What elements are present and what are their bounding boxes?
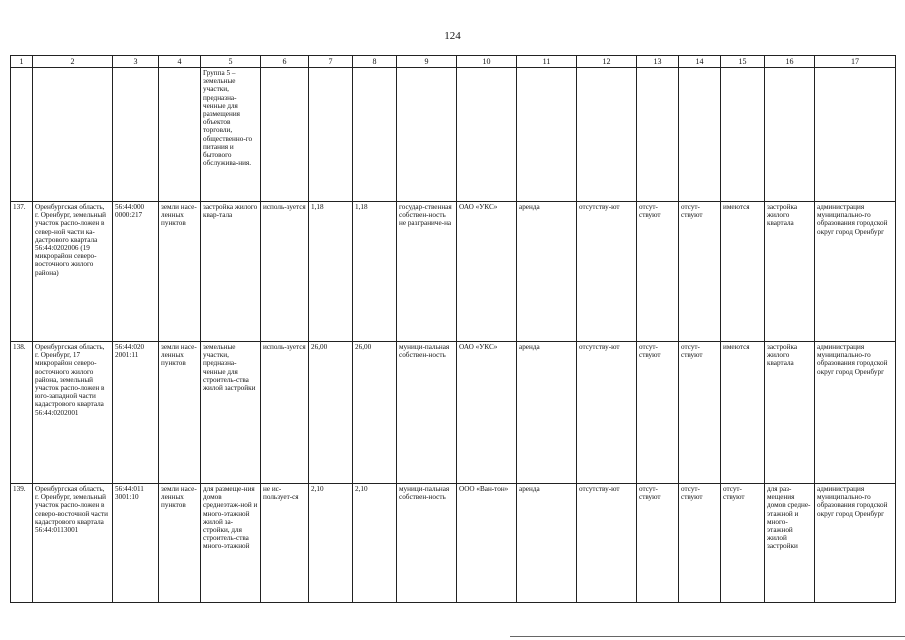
table-cell	[397, 68, 457, 202]
column-header: 11	[517, 56, 577, 68]
land-registry-table	[10, 55, 896, 603]
table-cell	[33, 68, 113, 202]
table-cell: 2,10	[309, 484, 353, 603]
table-cell: отсут-ствуют	[637, 484, 679, 603]
table-cell: ОАО «УКС»	[457, 342, 517, 484]
table-row	[11, 484, 896, 603]
column-header: 9	[397, 56, 457, 68]
table-cell: земли насе-ленных пунктов	[159, 202, 201, 342]
table-cell: имеются	[721, 342, 765, 484]
column-header: 4	[159, 56, 201, 68]
table-cell: отсут-ствуют	[679, 202, 721, 342]
table-cell: отсут-ствуют	[721, 484, 765, 603]
table-cell: аренда	[517, 202, 577, 342]
column-header: 6	[261, 56, 309, 68]
table-cell: не ис-пользует-ся	[261, 484, 309, 603]
table-cell	[577, 68, 637, 202]
table-cell: 26,00	[309, 342, 353, 484]
table-cell: отсутству-ют	[577, 484, 637, 603]
table-cell: для раз-мещения домов средне-этажной и много-этажной жилой застройки	[765, 484, 815, 603]
table-cell: исполь-зуется	[261, 202, 309, 342]
table-cell: 137.	[11, 202, 33, 342]
table-cell: 26,00	[353, 342, 397, 484]
table-cell: администрация муниципально-го образования городской округ город Оренбург	[815, 342, 896, 484]
table-cell: муници-пальная собствен-ность	[397, 342, 457, 484]
table-header-row	[11, 56, 896, 68]
table-cell: земли насе-ленных пунктов	[159, 342, 201, 484]
table-cell: застройка жилого квар-тала	[201, 202, 261, 342]
table-cell: 2,10	[353, 484, 397, 603]
table-cell: исполь-зуется	[261, 342, 309, 484]
table-cell	[765, 68, 815, 202]
table-cell	[113, 68, 159, 202]
table-cell: отсут-ствуют	[637, 202, 679, 342]
table-cell	[159, 68, 201, 202]
column-header: 1	[11, 56, 33, 68]
column-header: 2	[33, 56, 113, 68]
table-cell: застройка жилого квартала	[765, 202, 815, 342]
table-cell: Оренбургская область, г. Оренбург, земельный участок распо-ложен в северо-восточной части кадастрового квартала 56:44:0113001	[33, 484, 113, 603]
column-header: 16	[765, 56, 815, 68]
table-cell	[353, 68, 397, 202]
column-header: 13	[637, 56, 679, 68]
page-number: 124	[444, 30, 461, 42]
table-cell: Оренбургская область, г. Оренбург, 17 микрорайон северо-восточного жилого района, земельный участок распо-ложен в юго-западной части кадастрового квартала 56:44:0202001	[33, 342, 113, 484]
table-cell: ООО «Ван-тон»	[457, 484, 517, 603]
column-header: 3	[113, 56, 159, 68]
table-cell: 56:44:020 2001:11	[113, 342, 159, 484]
table-cell	[11, 68, 33, 202]
table-cell: отсут-ствуют	[679, 484, 721, 603]
table-cell: ОАО «УКС»	[457, 202, 517, 342]
table-cell	[637, 68, 679, 202]
table-cell: 139.	[11, 484, 33, 603]
column-header: 15	[721, 56, 765, 68]
footer-rule	[510, 636, 905, 637]
column-header: 17	[815, 56, 896, 68]
column-header: 8	[353, 56, 397, 68]
table-cell	[261, 68, 309, 202]
table-row	[11, 68, 896, 202]
table-cell: земли насе-ленных пунктов	[159, 484, 201, 603]
table-row	[11, 342, 896, 484]
table-cell: застройка жилого квартала	[765, 342, 815, 484]
table-cell: аренда	[517, 484, 577, 603]
table-cell: 56:44:000 0000:217	[113, 202, 159, 342]
table-cell: 1,18	[353, 202, 397, 342]
table-cell: 138.	[11, 342, 33, 484]
column-header: 14	[679, 56, 721, 68]
table-cell: Группа 5 – земельные участки, предназна-ченные для размещения объектов торговли, общественно-го питания и бытового обслужива-ния.	[201, 68, 261, 202]
table-cell: 56:44:011 3001:10	[113, 484, 159, 603]
table-cell: отсутству-ют	[577, 342, 637, 484]
table-cell: отсут-ствуют	[679, 342, 721, 484]
table-cell: имеются	[721, 202, 765, 342]
column-header: 10	[457, 56, 517, 68]
table-cell: администрация муниципально-го образования городской округ город Оренбург	[815, 202, 896, 342]
column-header: 5	[201, 56, 261, 68]
table-cell: администрация муниципально-го образования городской округ город Оренбург	[815, 484, 896, 603]
table-cell: Оренбургская область, г. Оренбург, земельный участок распо-ложен в север-ной части ка-дастрового квартала 56:44:0202006 (19 микрорайон северо-восточного жилого района)	[33, 202, 113, 342]
table-cell	[309, 68, 353, 202]
table-cell: для размеще-ния домов среднеэтаж-ной и много-этажной жилой за-стройки, для строитель-ства много-этажной	[201, 484, 261, 603]
table-cell	[721, 68, 765, 202]
table-cell	[457, 68, 517, 202]
table-cell	[679, 68, 721, 202]
table-cell	[815, 68, 896, 202]
column-header: 12	[577, 56, 637, 68]
table-cell	[517, 68, 577, 202]
table-cell: аренда	[517, 342, 577, 484]
table-cell: отсутству-ют	[577, 202, 637, 342]
table-cell: муници-пальная собствен-ность	[397, 484, 457, 603]
table-cell: государ-ственная собствен-ность не разграниче-на	[397, 202, 457, 342]
table-cell: отсут-ствуют	[637, 342, 679, 484]
table-row	[11, 202, 896, 342]
table-cell: 1,18	[309, 202, 353, 342]
table-cell: земельные участки, предназна-ченные для строитель-ства жилой застройки	[201, 342, 261, 484]
column-header: 7	[309, 56, 353, 68]
